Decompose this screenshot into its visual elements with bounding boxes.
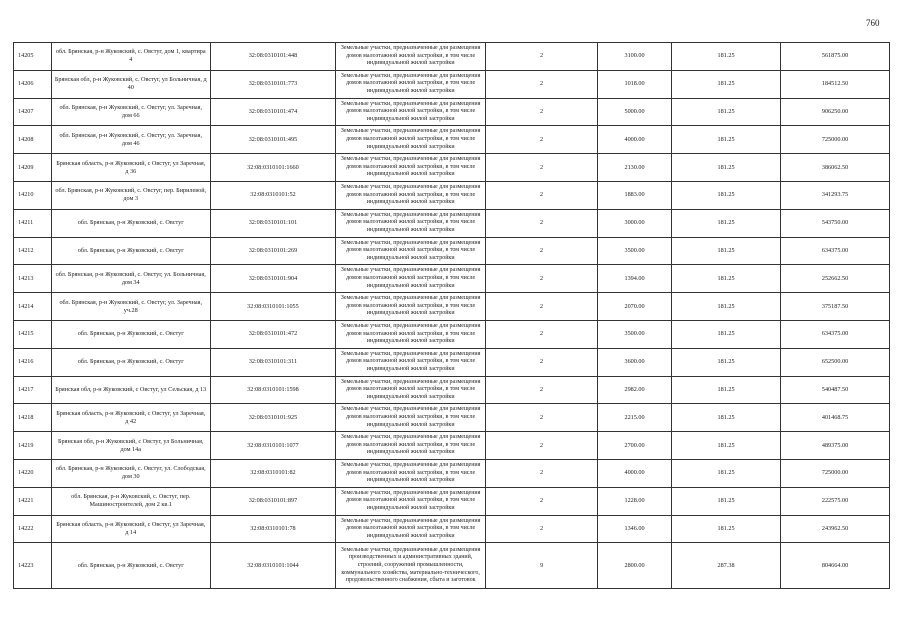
group-cell: 2 [486,265,598,293]
address-cell: обл. Брянская, р-н Жуковский, с. Овстуг, пер. Машиностроителей, дом 2 кв.1 [51,487,210,515]
area-cell: 1883.00 [597,181,671,209]
area-cell: 3500.00 [597,237,671,265]
group-cell: 2 [486,487,598,515]
address-cell: обл. Брянская, р-н Жуковский, с. Овстуг, ул. Заречная, уч.28 [51,293,210,321]
page-number: 760 [866,18,880,28]
cadastral-number-cell: 32:08:0310101:101 [210,209,336,237]
group-cell: 2 [486,348,598,376]
area-cell: 3500.00 [597,320,671,348]
cadastral-value-cell: 634375.00 [781,320,890,348]
group-cell: 2 [486,432,598,460]
address-cell: Брянская область, р-н Жуковский, с Овстуг, ул Заречная, д 42 [51,404,210,432]
land-use-cell: Земельные участки, предназначенные для размещения производственных и административных зданий, строений, сооружений промышленности, коммунального хозяйства, материально-технического, продовольственного снабжения, сбыта и заготовок [336,543,486,589]
specific-value-cell: 181.25 [672,293,781,321]
cadastral-value-cell: 652500.00 [781,348,890,376]
land-use-cell: Земельные участки, предназначенные для размещения домов малоэтажной жилой застройки, в том числе индивидуальной жилой застройки [336,98,486,126]
cadastral-number-cell: 32:08:0310101:269 [210,237,336,265]
land-use-cell: Земельные участки, предназначенные для размещения домов малоэтажной жилой застройки, в том числе индивидуальной жилой застройки [336,515,486,543]
cadastral-number-cell: 32:08:0310101:311 [210,348,336,376]
cadastral-value-cell: 725000.00 [781,126,890,154]
specific-value-cell: 181.25 [672,320,781,348]
row-id-cell: 14211 [14,209,52,237]
cadastral-value-cell: 804664.00 [781,543,890,589]
cadastral-value-cell: 725000.00 [781,459,890,487]
table-row [14,154,890,182]
specific-value-cell: 181.25 [672,348,781,376]
address-cell: обл. Брянская, р-н Жуковский, с. Овстуг, дом 1, квартира 4 [51,43,210,71]
specific-value-cell: 181.25 [672,126,781,154]
land-use-cell: Земельные участки, предназначенные для размещения домов малоэтажной жилой застройки, в том числе индивидуальной жилой застройки [336,293,486,321]
cadastral-number-cell: 32:08:0310101:472 [210,320,336,348]
specific-value-cell: 181.25 [672,181,781,209]
cadastral-number-cell: 32:08:0310101:474 [210,98,336,126]
specific-value-cell: 181.25 [672,432,781,460]
row-id-cell: 14218 [14,404,52,432]
specific-value-cell: 181.25 [672,209,781,237]
cadastral-number-cell: 32:08:0310101:904 [210,265,336,293]
address-cell: обл. Брянская, р-н Жуковский, с. Овстуг, пер. Бирилевой, дом 3 [51,181,210,209]
cadastral-value-table [13,42,890,589]
specific-value-cell: 181.25 [672,154,781,182]
specific-value-cell: 181.25 [672,265,781,293]
address-cell: обл. Брянская, р-н Жуковский, с. Овстуг [51,209,210,237]
table-row [14,404,890,432]
land-use-cell: Земельные участки, предназначенные для размещения домов малоэтажной жилой застройки, в том числе индивидуальной жилой застройки [336,126,486,154]
row-id-cell: 14215 [14,320,52,348]
land-use-cell: Земельные участки, предназначенные для размещения домов малоэтажной жилой застройки, в том числе индивидуальной жилой застройки [336,209,486,237]
cadastral-number-cell: 32:08:0310101:78 [210,515,336,543]
land-use-cell: Земельные участки, предназначенные для размещения домов малоэтажной жилой застройки, в том числе индивидуальной жилой застройки [336,376,486,404]
row-id-cell: 14210 [14,181,52,209]
cadastral-value-cell: 252662.50 [781,265,890,293]
cadastral-value-cell: 906250.00 [781,98,890,126]
table-row [14,376,890,404]
group-cell: 2 [486,376,598,404]
table-row [14,543,890,589]
cadastral-value-cell: 401468.75 [781,404,890,432]
table-row [14,265,890,293]
specific-value-cell: 181.25 [672,70,781,98]
table-row [14,320,890,348]
row-id-cell: 14220 [14,459,52,487]
table-row [14,487,890,515]
specific-value-cell: 287.38 [672,543,781,589]
address-cell: Брянская обл, р-н Жуковский, с Овстуг, ул Сельская, д 13 [51,376,210,404]
group-cell: 2 [486,126,598,154]
address-cell: Брянская обл, р-н Жуковский, с Овстуг, ул Больничная, дом 14а [51,432,210,460]
table-row [14,126,890,154]
cadastral-number-cell: 32:08:0310101:1598 [210,376,336,404]
cadastral-number-cell: 32:08:0310101:1660 [210,154,336,182]
cadastral-value-cell: 540487.50 [781,376,890,404]
table-body [14,43,890,589]
land-use-cell: Земельные участки, предназначенные для размещения домов малоэтажной жилой застройки, в том числе индивидуальной жилой застройки [336,404,486,432]
area-cell: 2700.00 [597,432,671,460]
address-cell: обл. Брянская, р-н Жуковский, с. Овстуг, ул. Заречная, дом 66 [51,98,210,126]
cadastral-value-cell: 341293.75 [781,181,890,209]
specific-value-cell: 181.25 [672,237,781,265]
group-cell: 2 [486,209,598,237]
land-use-cell: Земельные участки, предназначенные для размещения домов малоэтажной жилой застройки, в том числе индивидуальной жилой застройки [336,70,486,98]
group-cell: 2 [486,459,598,487]
group-cell: 2 [486,237,598,265]
group-cell: 2 [486,320,598,348]
cadastral-value-cell: 375187.50 [781,293,890,321]
row-id-cell: 14206 [14,70,52,98]
land-use-cell: Земельные участки, предназначенные для размещения домов малоэтажной жилой застройки, в том числе индивидуальной жилой застройки [336,348,486,376]
specific-value-cell: 181.25 [672,98,781,126]
group-cell: 2 [486,404,598,432]
cadastral-value-cell: 543750.00 [781,209,890,237]
area-cell: 4000.00 [597,459,671,487]
table-row [14,459,890,487]
group-cell: 2 [486,293,598,321]
cadastral-number-cell: 32:08:0310101:448 [210,43,336,71]
land-use-cell: Земельные участки, предназначенные для размещения домов малоэтажной жилой застройки, в том числе индивидуальной жилой застройки [336,265,486,293]
land-use-cell: Земельные участки, предназначенные для размещения домов малоэтажной жилой застройки, в том числе индивидуальной жилой застройки [336,181,486,209]
area-cell: 3000.00 [597,209,671,237]
address-cell: обл. Брянская, р-н Жуковский, с. Овстуг [51,237,210,265]
land-use-cell: Земельные участки, предназначенные для размещения домов малоэтажной жилой застройки, в том числе индивидуальной жилой застройки [336,43,486,71]
row-id-cell: 14216 [14,348,52,376]
cadastral-value-cell: 386062.50 [781,154,890,182]
area-cell: 1018.00 [597,70,671,98]
address-cell: обл. Брянская, р-н Жуковский, с. Овстуг, ул. Больничная, дом 34 [51,265,210,293]
address-cell: обл. Брянская, р-н Жуковский, с. Овстуг [51,543,210,589]
row-id-cell: 14207 [14,98,52,126]
row-id-cell: 14213 [14,265,52,293]
land-use-cell: Земельные участки, предназначенные для размещения домов малоэтажной жилой застройки, в том числе индивидуальной жилой застройки [336,154,486,182]
group-cell: 9 [486,543,598,589]
group-cell: 2 [486,515,598,543]
area-cell: 2982.00 [597,376,671,404]
cadastral-value-cell: 489375.00 [781,432,890,460]
land-use-cell: Земельные участки, предназначенные для размещения домов малоэтажной жилой застройки, в том числе индивидуальной жилой застройки [336,487,486,515]
cadastral-number-cell: 32:08:0310101:897 [210,487,336,515]
cadastral-number-cell: 32:08:0310101:773 [210,70,336,98]
area-cell: 1394.00 [597,265,671,293]
specific-value-cell: 181.25 [672,459,781,487]
cadastral-number-cell: 32:08:0310101:1055 [210,293,336,321]
specific-value-cell: 181.25 [672,404,781,432]
area-cell: 2215.00 [597,404,671,432]
land-use-cell: Земельные участки, предназначенные для размещения домов малоэтажной жилой застройки, в том числе индивидуальной жилой застройки [336,459,486,487]
cadastral-number-cell: 32:08:0310101:1044 [210,543,336,589]
specific-value-cell: 181.25 [672,43,781,71]
area-cell: 1346.00 [597,515,671,543]
address-cell: Брянская обл, р-н Жуковский, с. Овстуг, ул Больничная, д 40 [51,70,210,98]
area-cell: 3100.00 [597,43,671,71]
table-row [14,70,890,98]
table-row [14,98,890,126]
row-id-cell: 14208 [14,126,52,154]
table-row [14,43,890,71]
address-cell: обл. Брянская, р-н Жуковский, с. Овстуг, ул. Заречная, дом 46 [51,126,210,154]
land-use-cell: Земельные участки, предназначенные для размещения домов малоэтажной жилой застройки, в том числе индивидуальной жилой застройки [336,237,486,265]
cadastral-number-cell: 32:08:0310101:1077 [210,432,336,460]
table-row [14,348,890,376]
cadastral-value-cell: 561875.00 [781,43,890,71]
table-row [14,515,890,543]
address-cell: обл. Брянская, р-н Жуковский, с. Овстуг [51,320,210,348]
specific-value-cell: 181.25 [672,515,781,543]
table-row [14,237,890,265]
group-cell: 2 [486,98,598,126]
area-cell: 4000.00 [597,126,671,154]
cadastral-number-cell: 32:08:0310101:52 [210,181,336,209]
group-cell: 2 [486,70,598,98]
specific-value-cell: 181.25 [672,487,781,515]
cadastral-number-cell: 32:08:0310101:925 [210,404,336,432]
group-cell: 2 [486,43,598,71]
row-id-cell: 14222 [14,515,52,543]
table-row [14,432,890,460]
row-id-cell: 14209 [14,154,52,182]
area-cell: 5000.00 [597,98,671,126]
row-id-cell: 14205 [14,43,52,71]
row-id-cell: 14212 [14,237,52,265]
area-cell: 1228.00 [597,487,671,515]
cadastral-value-cell: 634375.00 [781,237,890,265]
address-cell: обл. Брянская, р-н Жуковский, с. Овстуг [51,348,210,376]
area-cell: 3600.00 [597,348,671,376]
address-cell: Брянская область, р-н Жуковский, с Овстуг, ул Заречная, д 36 [51,154,210,182]
area-cell: 2800.00 [597,543,671,589]
cadastral-number-cell: 32:08:0310101:82 [210,459,336,487]
cadastral-value-cell: 222575.00 [781,487,890,515]
group-cell: 2 [486,181,598,209]
cadastral-number-cell: 32:08:0310101:495 [210,126,336,154]
row-id-cell: 14223 [14,543,52,589]
table-row [14,181,890,209]
area-cell: 2070.00 [597,293,671,321]
table-row [14,209,890,237]
row-id-cell: 14221 [14,487,52,515]
row-id-cell: 14219 [14,432,52,460]
address-cell: обл. Брянская, р-н Жуковский, с. Овстуг, ул. Слободская, дом 30 [51,459,210,487]
group-cell: 2 [486,154,598,182]
land-use-cell: Земельные участки, предназначенные для размещения домов малоэтажной жилой застройки, в том числе индивидуальной жилой застройки [336,432,486,460]
row-id-cell: 14217 [14,376,52,404]
row-id-cell: 14214 [14,293,52,321]
area-cell: 2130.00 [597,154,671,182]
cadastral-value-cell: 184512.50 [781,70,890,98]
specific-value-cell: 181.25 [672,376,781,404]
land-use-cell: Земельные участки, предназначенные для размещения домов малоэтажной жилой застройки, в том числе индивидуальной жилой застройки [336,320,486,348]
table-row [14,293,890,321]
address-cell: Брянская область, р-н Жуковский, с Овстуг, ул Заречная, д 14 [51,515,210,543]
cadastral-value-cell: 243962.50 [781,515,890,543]
